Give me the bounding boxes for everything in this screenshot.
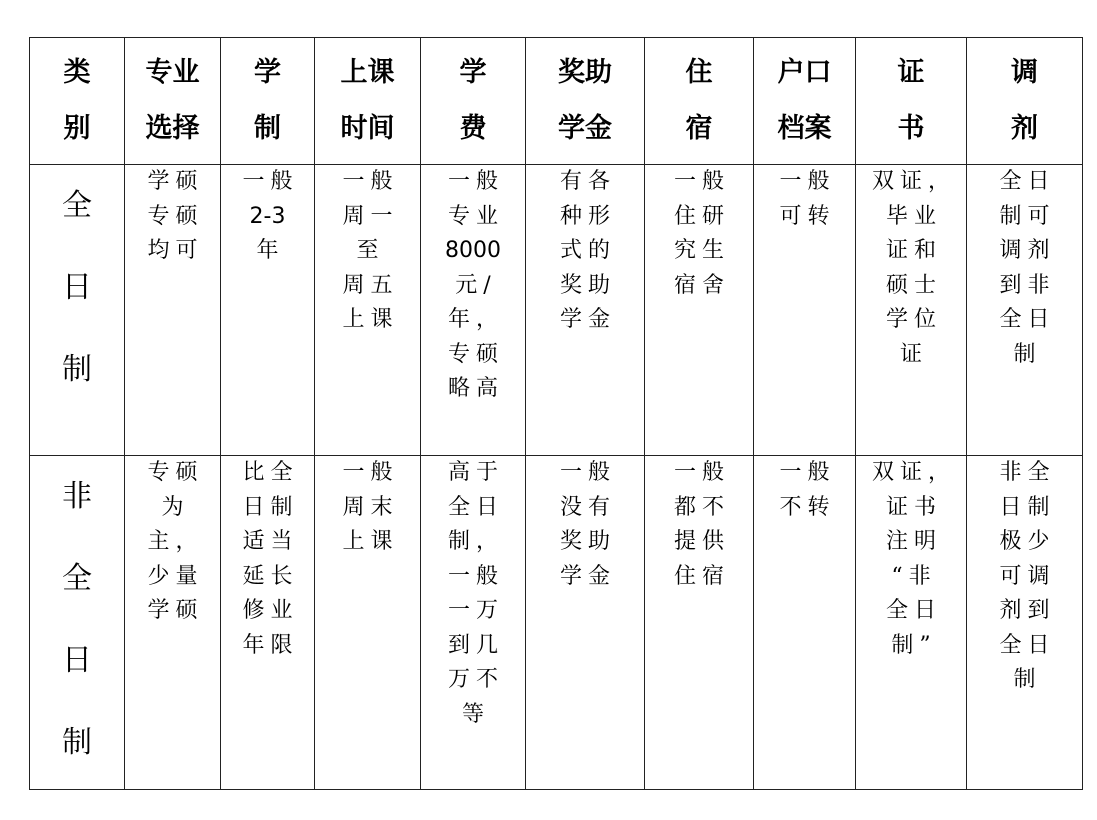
class-time-cell: 一般 周一 至 周五 上课 [315,165,421,456]
header-scholarship: 奖助 学金 [526,38,645,165]
header-class-time: 上课 时间 [315,38,421,165]
class-time-cell: 一般 周末 上课 [315,456,421,790]
header-hukou-archive: 户口 档案 [754,38,856,165]
tuition-cell: 一般 专业 8000 元/ 年， 专硕 略高 [421,165,526,456]
comparison-table [29,37,1083,790]
scholarship-cell: 有各 种形 式的 奖助 学金 [526,165,645,456]
category-cell: 全 日 制 [30,165,125,456]
header-duration: 学 制 [221,38,315,165]
hukou-archive-cell: 一般 可转 [754,165,856,456]
header-adjustment: 调 剂 [967,38,1083,165]
major-choice-cell: 专硕 为 主， 少量 学硕 [125,456,221,790]
header-major-choice: 专业 选择 [125,38,221,165]
scholarship-cell: 一般 没有 奖助 学金 [526,456,645,790]
table-row-full-time [30,165,1083,456]
adjustment-cell: 全日 制可 调剂 到非 全日 制 [967,165,1083,456]
certificate-cell: 双证， 毕业 证和 硕士 学位 证 [856,165,967,456]
accommodation-cell: 一般 都不 提供 住宿 [645,456,754,790]
header-tuition: 学 费 [421,38,526,165]
duration-cell: 比全 日制 适当 延长 修业 年限 [221,456,315,790]
header-row [30,38,1083,165]
adjustment-cell: 非全 日制 极少 可调 剂到 全日 制 [967,456,1083,790]
category-cell: 非 全 日 制 [30,456,125,790]
header-certificate: 证 书 [856,38,967,165]
table-row-part-time [30,456,1083,790]
duration-cell: 一般 2-3 年 [221,165,315,456]
accommodation-cell: 一般 住研 究生 宿舍 [645,165,754,456]
header-accommodation: 住 宿 [645,38,754,165]
hukou-archive-cell: 一般 不转 [754,456,856,790]
tuition-cell: 高于 全日 制， 一般 一万 到几 万不 等 [421,456,526,790]
major-choice-cell: 学硕 专硕 均可 [125,165,221,456]
certificate-cell: 双证， 证书 注明 “非 全日 制” [856,456,967,790]
header-category: 类 别 [30,38,125,165]
